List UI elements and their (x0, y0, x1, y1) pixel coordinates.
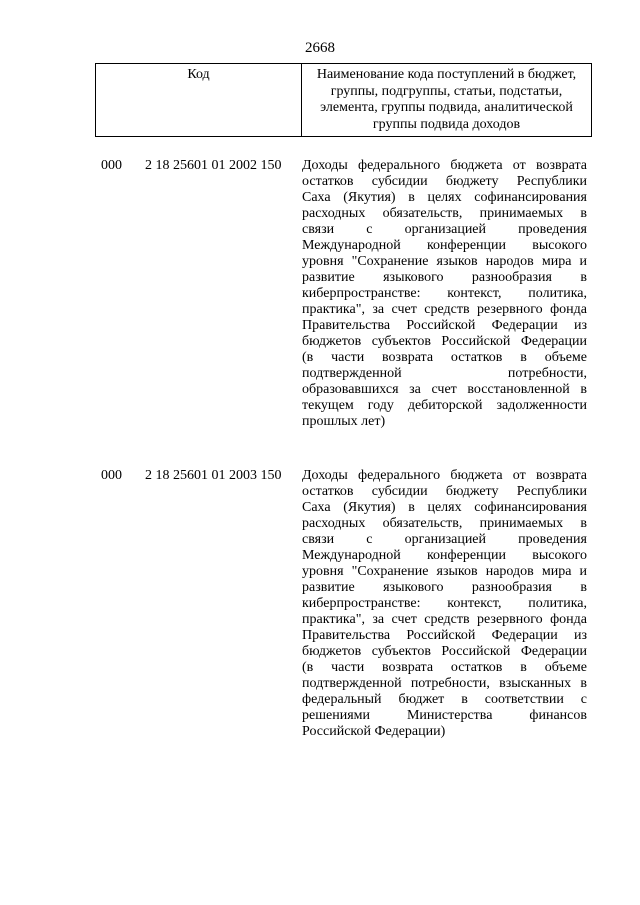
description-line: расходных обязательств, принимаемых в (302, 206, 587, 221)
description-line: бюджетов субъектов Российской Федерации (302, 334, 587, 349)
row-admin-code: 000 (101, 468, 122, 483)
row-income-code: 2 18 25601 01 2002 150 (145, 158, 282, 173)
header-code-cell: Код (96, 64, 302, 137)
header-name-line: группы, подгруппы, статьи, подстатьи, (330, 83, 563, 99)
description-line: уровня "Сохранение языков народов мира и (302, 254, 587, 269)
description-line: остатков субсидии бюджету Республики (302, 174, 587, 189)
description-line: Международной конференции высокого (302, 548, 587, 563)
description-line: Доходы федерального бюджета от возврата (302, 468, 587, 483)
description-line: Саха (Якутия) в целях софинансирования (302, 190, 587, 205)
row-description (302, 158, 587, 430)
description-line: бюджетов субъектов Российской Федерации (302, 644, 587, 659)
table-header (95, 63, 592, 137)
description-line: связи с организацией проведения (302, 222, 587, 237)
description-line: Правительства Российской Федерации из (302, 628, 587, 643)
description-line: практика", за счет средств резервного фонда (302, 612, 587, 627)
description-line: расходных обязательств, принимаемых в (302, 516, 587, 531)
table-row (0, 158, 640, 430)
header-name-line: элемента, группы подвида, аналитической (320, 100, 573, 115)
table-row (0, 468, 640, 740)
description-line: федеральный бюджет в соответствии с (302, 692, 587, 707)
header-name-line: группы подвида доходов (372, 116, 521, 132)
description-line: остатков субсидии бюджету Республики (302, 484, 587, 499)
row-income-code: 2 18 25601 01 2003 150 (145, 468, 282, 483)
page-number: 2668 (305, 40, 335, 56)
description-line: Доходы федерального бюджета от возврата (302, 158, 587, 173)
header-name-cell (302, 64, 592, 137)
description-line: Международной конференции высокого (302, 238, 587, 253)
description-line: (в части возврата остатков в объеме (302, 350, 587, 365)
description-line: развитие языкового разнообразия в (302, 270, 587, 285)
description-line: образовавшихся за счет восстановленной в (302, 382, 587, 397)
description-line: подтвержденной потребности, взысканных в (302, 676, 587, 691)
description-line: Правительства Российской Федерации из (302, 318, 587, 333)
description-line: практика", за счет средств резервного фонда (302, 302, 587, 317)
row-admin-code: 000 (101, 158, 122, 173)
description-line: текущем году дебиторской задолженности (302, 398, 587, 413)
row-description (302, 468, 587, 740)
description-line: решениями Министерства финансов (302, 708, 587, 723)
description-line: (в части возврата остатков в объеме (302, 660, 587, 675)
header-name-line: Наименование кода поступлений в бюджет, (316, 67, 577, 82)
table-body (0, 158, 640, 740)
description-line: Российской Федерации) (302, 724, 446, 739)
description-line: развитие языкового разнообразия в (302, 580, 587, 595)
description-line: киберпространстве: контекст, политика, (302, 286, 587, 301)
description-line: киберпространстве: контекст, политика, (302, 596, 587, 611)
description-line: связи с организацией проведения (302, 532, 587, 547)
description-line: Саха (Якутия) в целях софинансирования (302, 500, 587, 515)
description-line: прошлых лет) (302, 414, 386, 429)
description-line: подтвержденной потребности, (302, 366, 587, 381)
description-line: уровня "Сохранение языков народов мира и (302, 564, 587, 579)
